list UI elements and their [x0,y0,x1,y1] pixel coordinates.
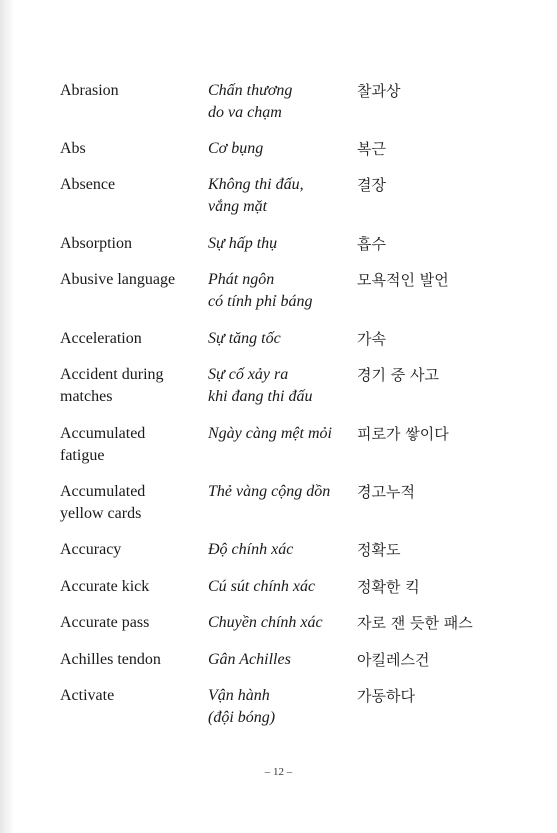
korean-term: 정확도 [357,541,401,559]
vietnamese-term: Độ chính xác [208,541,294,558]
vietnamese-term: Cú sút chính xác [208,578,316,595]
korean-term: 가속 [357,330,386,348]
english-term: Accurate kick [60,578,150,595]
korean-term: 정확한 킥 [357,578,420,596]
korean-term: 피로가 쌓이다 [357,425,449,443]
english-term: Accumulated yellow cards [60,483,146,522]
vietnamese-term: Phát ngôn có tính phỉ báng [208,271,313,310]
vietnamese-term: Ngày càng mệt mỏi [208,425,332,442]
korean-term: 복근 [357,140,386,158]
english-term: Absorption [60,235,132,252]
english-term: Absence [60,176,116,193]
vietnamese-term: Sự hấp thụ [208,235,278,252]
english-term: Accuracy [60,541,122,558]
vietnamese-term: Không thi đấu, vắng mặt [208,176,304,215]
korean-term: 아킬레스건 [357,651,430,669]
korean-term: 찰과상 [357,82,401,100]
vietnamese-term: Cơ bụng [208,140,264,157]
korean-term: 경기 중 사고 [357,366,439,384]
english-term: Abrasion [60,82,119,99]
english-term: Achilles tendon [60,651,161,668]
vietnamese-term: Chấn thương do va chạm [208,82,293,121]
english-term: Accumulated fatigue [60,425,146,464]
korean-term: 자로 잰 듯한 패스 [357,614,473,632]
english-term: Accurate pass [60,614,150,631]
page-number: – 12 – [264,766,293,778]
vietnamese-term: Gân Achilles [208,651,291,668]
vietnamese-term: Sự tăng tốc [208,330,281,347]
vietnamese-term: Vận hành (đội bóng) [208,687,276,726]
english-term: Activate [60,687,115,704]
vietnamese-term: Chuyền chính xác [208,614,323,631]
vietnamese-term: Thẻ vàng cộng dồn [208,483,331,500]
english-term: Accident during matches [60,366,164,405]
vietnamese-term: Sự cố xảy ra khi đang thi đấu [208,366,313,405]
korean-term: 가동하다 [357,687,415,705]
korean-term: 모욕적인 발언 [357,271,449,289]
korean-term: 흡수 [357,235,386,253]
english-term: Acceleration [60,330,142,347]
english-term: Abusive language [60,271,176,288]
korean-term: 결장 [357,176,386,194]
korean-term: 경고누적 [357,483,415,501]
english-term: Abs [60,140,86,157]
